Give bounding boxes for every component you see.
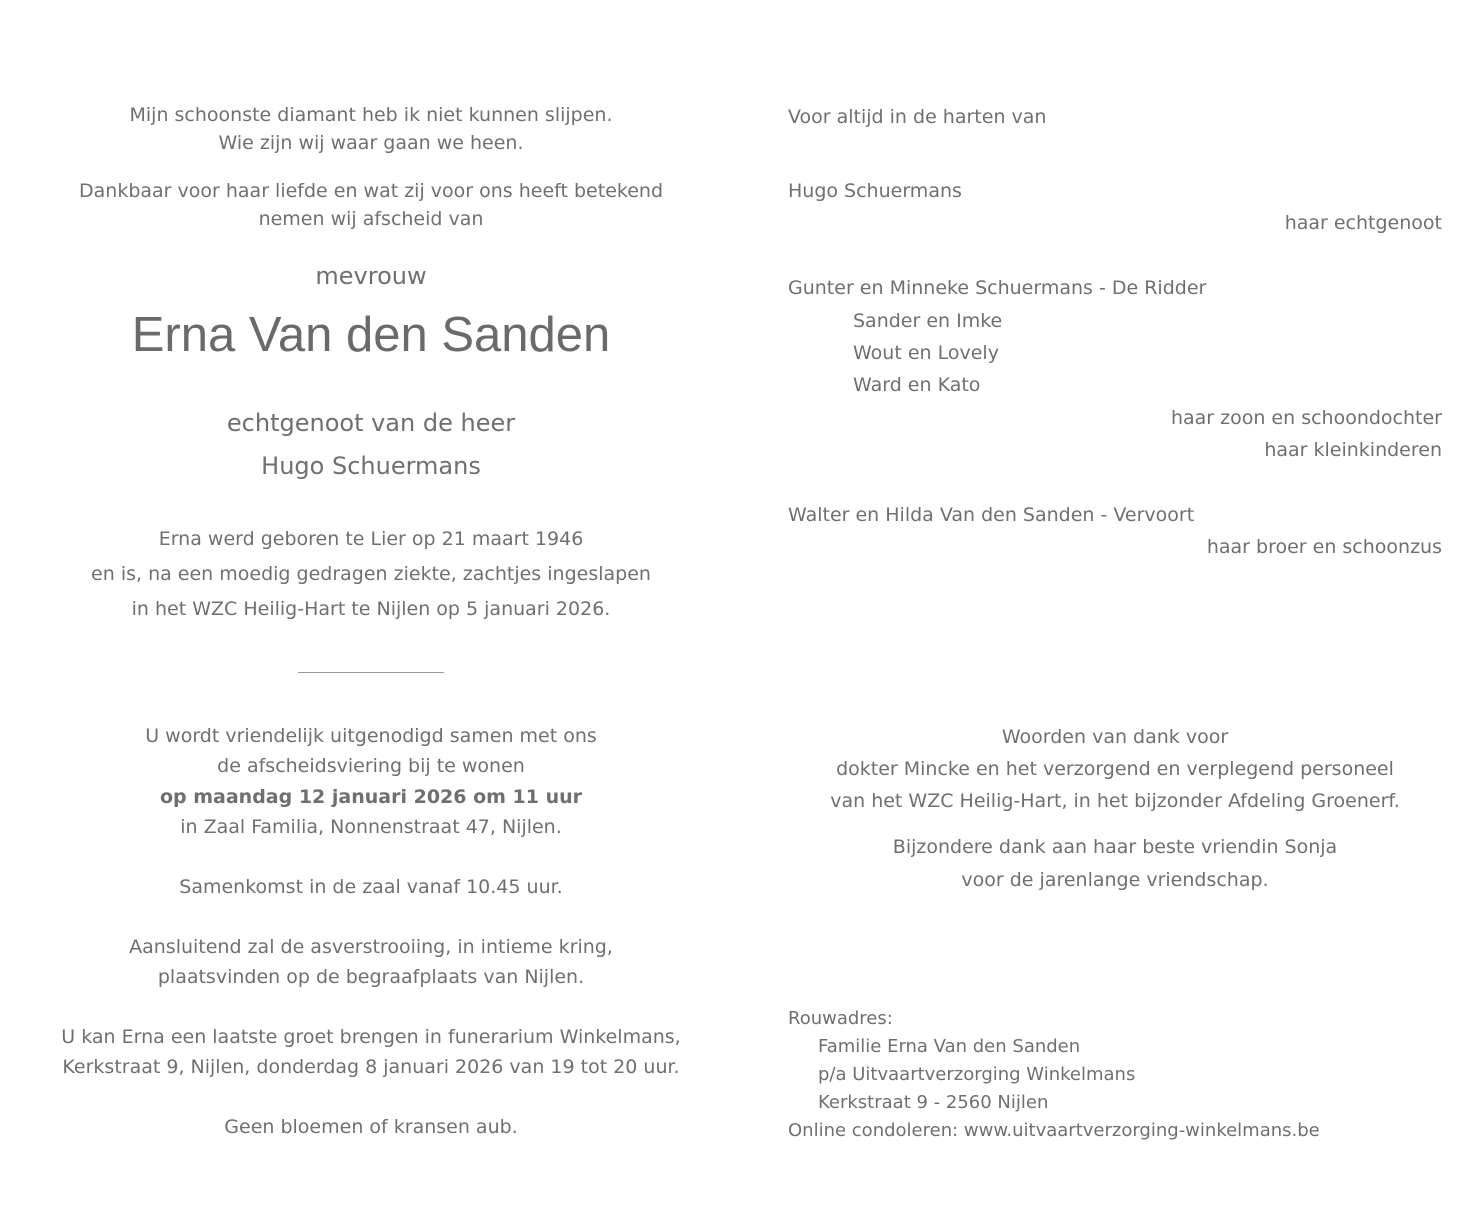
intro-line-2: nemen wij afscheid van bbox=[258, 208, 484, 230]
bio-line-3: in het WZC Heilig-Hart te Nijlen op 5 januari 2026. bbox=[131, 598, 611, 620]
husband-name: Hugo Schuermans bbox=[788, 180, 962, 202]
bio-line-2: en is, na een moedig gedragen ziekte, zachtjes ingeslapen bbox=[91, 563, 651, 585]
special-thanks-line-1: Bijzondere dank aan haar beste vriendin Sonja bbox=[892, 836, 1338, 858]
deceased-name: Erna Van den Sanden bbox=[131, 308, 611, 362]
scattering-line-1: Aansluitend zal de asverstrooiing, in intieme kring, bbox=[129, 936, 613, 958]
thanks-line-1: Woorden van dank voor bbox=[1001, 726, 1229, 748]
husband-role: haar echtgenoot bbox=[1284, 212, 1442, 234]
spouse-label: echtgenoot van de heer bbox=[226, 409, 516, 437]
poem-line-1: Mijn schoonste diamant heb ik niet kunnen slijpen. bbox=[129, 104, 613, 126]
address-line-1: Familie Erna Van den Sanden bbox=[818, 1036, 1081, 1057]
visit-line-2: Kerkstraat 9, Nijlen, donderdag 8 januari 2026 van 19 tot 20 uur. bbox=[62, 1056, 680, 1078]
scattering-line-2: plaatsvinden op de begraafplaats van Nijlen. bbox=[157, 966, 585, 988]
bio-line-1: Erna werd geboren te Lier op 21 maart 1946 bbox=[158, 528, 584, 550]
grandchild-3: Ward en Kato bbox=[853, 374, 981, 396]
grandchildren-role: haar kleinkinderen bbox=[1264, 439, 1442, 461]
no-flowers: Geen bloemen of kransen aub. bbox=[224, 1116, 518, 1138]
address-label: Rouwadres: bbox=[788, 1008, 893, 1029]
poem-line-2: Wie zijn wij waar gaan we heen. bbox=[218, 132, 524, 154]
thanks-line-2: dokter Mincke en het verzorgend en verplegend personeel bbox=[836, 758, 1394, 780]
special-thanks-line-2: voor de jarenlange vriendschap. bbox=[961, 869, 1269, 891]
thanks-line-3: van het WZC Heilig-Hart, in het bijzonder Afdeling Groenerf. bbox=[830, 790, 1400, 812]
visit-line-1: U kan Erna een laatste groet brengen in funerarium Winkelmans, bbox=[61, 1026, 681, 1048]
spouse-name: Hugo Schuermans bbox=[261, 452, 481, 480]
address-line-2: p/a Uitvaartverzorging Winkelmans bbox=[818, 1064, 1136, 1085]
son-name: Gunter en Minneke Schuermans - De Ridder bbox=[788, 277, 1207, 299]
invite-line-1: U wordt vriendelijk uitgenodigd samen met ons bbox=[145, 725, 597, 747]
address-line-3: Kerkstraat 9 - 2560 Nijlen bbox=[818, 1092, 1049, 1113]
mourners-heading: Voor altijd in de harten van bbox=[788, 106, 1047, 128]
intro-line-1: Dankbaar voor haar liefde en wat zij voor ons heeft betekend bbox=[79, 180, 663, 202]
title: mevrouw bbox=[315, 262, 427, 290]
grandchild-2: Wout en Lovely bbox=[853, 342, 999, 364]
divider bbox=[298, 672, 444, 673]
brother-name: Walter en Hilda Van den Sanden - Vervoort bbox=[788, 504, 1195, 526]
online-condolences[interactable]: Online condoleren: www.uitvaartverzorging-winkelmans.be bbox=[788, 1120, 1320, 1141]
invite-line-2: de afscheidsviering bij te wonen bbox=[217, 755, 525, 777]
grandchild-1: Sander en Imke bbox=[853, 310, 1003, 332]
gathering: Samenkomst in de zaal vanaf 10.45 uur. bbox=[179, 876, 563, 898]
son-role: haar zoon en schoondochter bbox=[1170, 407, 1442, 429]
invite-location: in Zaal Familia, Nonnenstraat 47, Nijlen. bbox=[180, 816, 562, 838]
invite-date: op maandag 12 januari 2026 om 11 uur bbox=[159, 786, 583, 808]
brother-role: haar broer en schoonzus bbox=[1206, 536, 1442, 558]
